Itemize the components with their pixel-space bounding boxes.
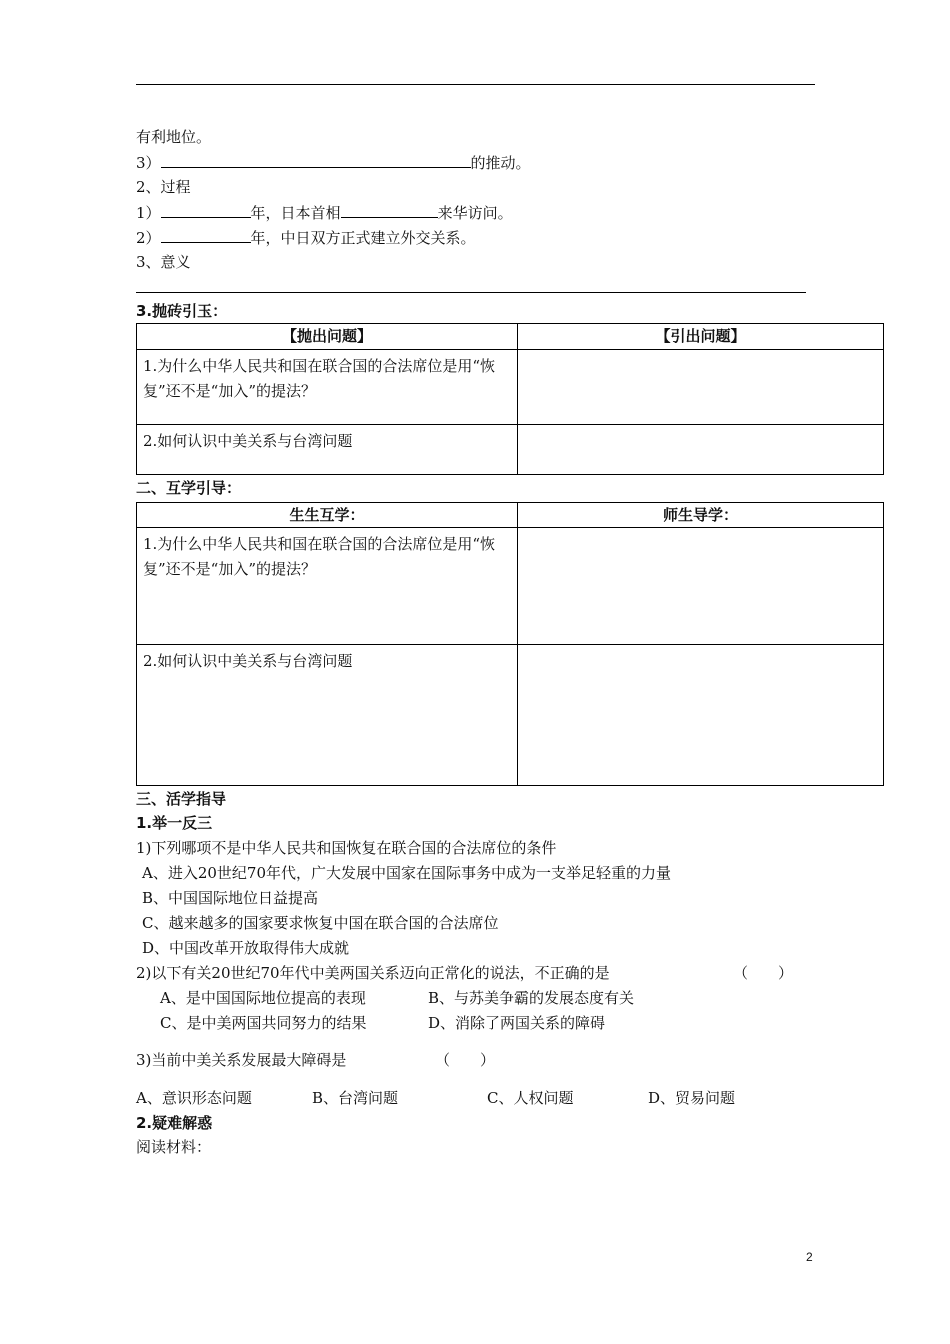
answer-cell[interactable]: [518, 425, 884, 475]
question-cell: 1.为什么中华人民共和国在联合国的合法席位是用“恢复”还不是“加入”的提法？: [137, 528, 518, 645]
process-step-2: 2） 年，中日双方正式建立外交关系。: [136, 229, 476, 247]
q3-option-a[interactable]: A、意识形态问题: [136, 1089, 252, 1107]
process-step-1: 1） 年，日本首相 来华访问。: [136, 204, 513, 222]
answer-bracket[interactable]: （ ）: [733, 964, 794, 982]
intro-item-3: 3） 的推动。: [136, 154, 531, 172]
reading-material-label: 阅读材料：: [136, 1138, 212, 1156]
q2-option-b[interactable]: B、与苏美争霸的发展态度有关: [428, 989, 635, 1007]
table-row: [137, 645, 884, 786]
col-header-right: 师生导学：: [518, 503, 884, 528]
part3-table: [136, 323, 884, 475]
q1-option-d[interactable]: D、中国改革开放取得伟大成就: [142, 939, 350, 957]
section-significance-title: 3、意义: [136, 253, 191, 271]
question-3-stem: 3)当前中美关系发展最大障碍是: [136, 1051, 347, 1069]
answer-bracket[interactable]: （ ）: [435, 1051, 496, 1069]
part-two-title: 二、互学引导：: [136, 479, 242, 497]
intro-line-1: 有利地位。: [136, 128, 212, 146]
table-header-row: [137, 324, 884, 350]
question-2-stem: 2)以下有关20世纪70年代中美两国关系迈向正常化的说法，不正确的是: [136, 964, 610, 982]
sub-title-difficulties: 2.疑难解惑: [136, 1114, 213, 1132]
section-divider: [136, 292, 806, 293]
q3-option-b[interactable]: B、台湾问题: [312, 1089, 399, 1107]
answer-cell[interactable]: [518, 350, 884, 425]
question-1-stem: 1)下列哪项不是中华人民共和国恢复在联合国的合法席位的条件: [136, 839, 557, 857]
q3-option-d[interactable]: D、贸易问题: [648, 1089, 736, 1107]
q1-option-a[interactable]: A、进入20世纪70年代，广大发展中国家在国际事务中成为一支举足轻重的力量: [142, 864, 672, 882]
table-row: [137, 528, 884, 645]
q2-option-a[interactable]: A、是中国国际地位提高的表现: [160, 989, 366, 1007]
answer-cell[interactable]: [518, 528, 884, 645]
col-header-left: 【抛出问题】: [137, 324, 518, 350]
q2-option-c[interactable]: C、是中美两国共同努力的结果: [160, 1014, 367, 1032]
col-header-left: 生生互学：: [137, 503, 518, 528]
table-row: [137, 425, 884, 475]
fill-blank[interactable]: [161, 202, 251, 218]
col-header-right: 【引出问题】: [518, 324, 884, 350]
fill-blank[interactable]: [161, 152, 471, 168]
part-two-table: [136, 502, 884, 786]
question-cell: 2.如何认识中美关系与台湾问题: [137, 645, 518, 786]
q1-option-b[interactable]: B、中国国际地位日益提高: [142, 889, 319, 907]
table-row: [137, 350, 884, 425]
section-process-title: 2、过程: [136, 178, 191, 196]
table-header-row: [137, 503, 884, 528]
header-rule: [136, 84, 815, 85]
part-three-title: 三、活学指导: [136, 790, 227, 808]
q2-option-d[interactable]: D、消除了两国关系的障碍: [428, 1014, 606, 1032]
q3-option-c[interactable]: C、人权问题: [487, 1089, 574, 1107]
fill-blank[interactable]: [161, 227, 251, 243]
page-number: 2: [806, 1250, 813, 1264]
sub-title-practice: 1.举一反三: [136, 814, 213, 832]
answer-cell[interactable]: [518, 645, 884, 786]
q1-option-c[interactable]: C、越来越多的国家要求恢复中国在联合国的合法席位: [142, 914, 499, 932]
part3-title: 3.抛砖引玉：: [136, 302, 228, 320]
fill-blank[interactable]: [341, 202, 438, 218]
question-cell: 2.如何认识中美关系与台湾问题: [137, 425, 518, 475]
question-cell: 1.为什么中华人民共和国在联合国的合法席位是用“恢复”还不是“加入”的提法？: [137, 350, 518, 425]
